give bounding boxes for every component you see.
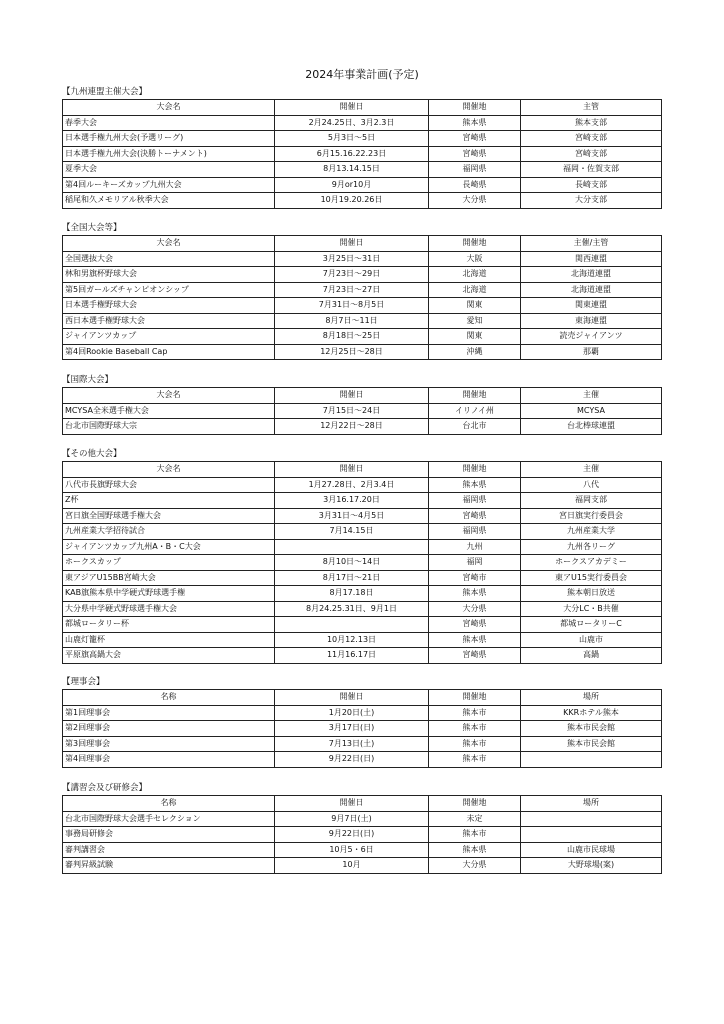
column-header: 開催地	[429, 100, 521, 116]
organizer-cell: 八代	[521, 477, 662, 493]
organizer-cell	[521, 811, 662, 827]
table-row	[63, 344, 662, 360]
table-row	[63, 162, 662, 178]
venue-cell: 大分県	[429, 601, 521, 617]
organizer-cell: 高鍋	[521, 648, 662, 664]
date-cell: 7月23日～27日	[275, 282, 429, 298]
event-name-cell: 稲尾和久メモリアル秋季大会	[63, 193, 275, 209]
table-row	[63, 508, 662, 524]
table-row	[63, 705, 662, 721]
column-header: 大会名	[63, 100, 275, 116]
event-name-cell: 審判講習会	[63, 842, 275, 858]
date-cell: 9月or10月	[275, 177, 429, 193]
date-cell: 9月7日(土)	[275, 811, 429, 827]
date-cell: 3月17日(日)	[275, 721, 429, 737]
table-row	[63, 493, 662, 509]
column-header: 場所	[521, 796, 662, 812]
date-cell: 7月31日～8月5日	[275, 298, 429, 314]
column-header: 開催地	[429, 236, 521, 252]
table-row	[63, 403, 662, 419]
event-name-cell: 林和男旗杯野球大会	[63, 267, 275, 283]
organizer-cell: 読売ジャイアンツ	[521, 329, 662, 345]
event-name-cell: 平原旗高鍋大会	[63, 648, 275, 664]
table-row	[63, 267, 662, 283]
organizer-cell: 都城ロータリーC	[521, 617, 662, 633]
date-cell: 5月3日～5日	[275, 131, 429, 147]
event-name-cell: ジャイアンツカップ	[63, 329, 275, 345]
event-name-cell: 東アジアU15BB宮崎大会	[63, 570, 275, 586]
organizer-cell: MCYSA	[521, 403, 662, 419]
table-row	[63, 419, 662, 435]
event-name-cell: 西日本選手権野球大会	[63, 313, 275, 329]
date-cell: 8月18日～25日	[275, 329, 429, 345]
organizer-cell: 東アU15実行委員会	[521, 570, 662, 586]
venue-cell: 福岡	[429, 555, 521, 571]
column-header: 開催日	[275, 796, 429, 812]
table-row	[63, 632, 662, 648]
table-header-row	[63, 690, 662, 706]
venue-cell: 熊本市	[429, 705, 521, 721]
event-name-cell: MCYSA全米選手権大会	[63, 403, 275, 419]
event-name-cell: 春季大会	[63, 115, 275, 131]
event-name-cell: 台北市国際野球大宗	[63, 419, 275, 435]
column-header: 大会名	[63, 236, 275, 252]
column-header: 主催/主管	[521, 236, 662, 252]
date-cell: 10月19.20.26日	[275, 193, 429, 209]
column-header: 開催日	[275, 462, 429, 478]
organizer-cell: 九州各リーグ	[521, 539, 662, 555]
venue-cell: 関東	[429, 329, 521, 345]
date-cell	[275, 539, 429, 555]
event-name-cell: 山鹿灯籠杯	[63, 632, 275, 648]
column-header: 開催地	[429, 690, 521, 706]
table-row	[63, 477, 662, 493]
venue-cell: 熊本市	[429, 721, 521, 737]
organizer-cell: 九州産業大学	[521, 524, 662, 540]
event-name-cell: 審判昇級試験	[63, 858, 275, 874]
event-name-cell: 都城ロータリー杯	[63, 617, 275, 633]
table-header-row	[63, 236, 662, 252]
column-header: 場所	[521, 690, 662, 706]
venue-cell: 熊本市	[429, 827, 521, 843]
venue-cell: 長崎県	[429, 177, 521, 193]
table-row	[63, 586, 662, 602]
event-name-cell: 第4回ルーキーズカップ九州大会	[63, 177, 275, 193]
table-row	[63, 736, 662, 752]
table-row	[63, 601, 662, 617]
date-cell: 7月14.15日	[275, 524, 429, 540]
venue-cell: 熊本県	[429, 477, 521, 493]
section-heading: 【全国大会等】	[62, 223, 122, 233]
organizer-cell: 山鹿市	[521, 632, 662, 648]
table-header-row	[63, 100, 662, 116]
event-name-cell: 八代市長旗野球大会	[63, 477, 275, 493]
schedule-table	[62, 795, 662, 874]
schedule-table	[62, 235, 662, 360]
date-cell: 12月25日～28日	[275, 344, 429, 360]
table-row	[63, 539, 662, 555]
organizer-cell: 熊本支部	[521, 115, 662, 131]
venue-cell: 大阪	[429, 251, 521, 267]
column-header: 開催日	[275, 236, 429, 252]
venue-cell: 宮崎県	[429, 648, 521, 664]
date-cell: 7月13日(土)	[275, 736, 429, 752]
venue-cell: 福岡県	[429, 493, 521, 509]
column-header: 開催地	[429, 462, 521, 478]
venue-cell: 北海道	[429, 267, 521, 283]
date-cell: 8月7日～11日	[275, 313, 429, 329]
section-board	[62, 676, 661, 768]
date-cell: 10月5・6日	[275, 842, 429, 858]
date-cell: 10月	[275, 858, 429, 874]
venue-cell: 宮崎県	[429, 146, 521, 162]
date-cell: 2月24.25日、3月2.3日	[275, 115, 429, 131]
organizer-cell: 東海連盟	[521, 313, 662, 329]
date-cell	[275, 617, 429, 633]
table-row	[63, 721, 662, 737]
date-cell: 8月13.14.15日	[275, 162, 429, 178]
column-header: 開催日	[275, 388, 429, 404]
event-name-cell: KAB旗熊本県中学硬式野球選手権	[63, 586, 275, 602]
venue-cell: 熊本県	[429, 632, 521, 648]
venue-cell: 熊本県	[429, 115, 521, 131]
organizer-cell: 大野球場(案)	[521, 858, 662, 874]
event-name-cell: 日本選手権野球大会	[63, 298, 275, 314]
date-cell: 1月27.28日、2月3.4日	[275, 477, 429, 493]
venue-cell: 熊本市	[429, 752, 521, 768]
event-name-cell: 第2回理事会	[63, 721, 275, 737]
date-cell: 10月12.13日	[275, 632, 429, 648]
table-row	[63, 131, 662, 147]
date-cell: 7月15日～24日	[275, 403, 429, 419]
schedule-table	[62, 461, 662, 664]
date-cell: 3月16.17.20日	[275, 493, 429, 509]
organizer-cell: 台北棒球連盟	[521, 419, 662, 435]
section-international	[62, 374, 661, 435]
date-cell: 11月16.17日	[275, 648, 429, 664]
date-cell: 3月31日～4月5日	[275, 508, 429, 524]
section-heading: 【講習会及び研修会】	[62, 783, 148, 793]
organizer-cell: 福岡支部	[521, 493, 662, 509]
venue-cell: 宮崎県	[429, 131, 521, 147]
venue-cell: 関東	[429, 298, 521, 314]
column-header: 名称	[63, 690, 275, 706]
table-row	[63, 648, 662, 664]
event-name-cell: 第4回理事会	[63, 752, 275, 768]
event-name-cell: 第3回理事会	[63, 736, 275, 752]
venue-cell: 台北市	[429, 419, 521, 435]
venue-cell: 九州	[429, 539, 521, 555]
section-heading: 【九州連盟主催大会】	[62, 87, 148, 97]
organizer-cell: 宮崎支部	[521, 146, 662, 162]
venue-cell: 宮崎県	[429, 508, 521, 524]
organizer-cell: 大分支部	[521, 193, 662, 209]
organizer-cell: 熊本市民会館	[521, 721, 662, 737]
organizer-cell	[521, 827, 662, 843]
date-cell: 7月23日～29日	[275, 267, 429, 283]
section-heading: 【その他大会】	[62, 449, 122, 459]
venue-cell: 熊本県	[429, 586, 521, 602]
organizer-cell: 大分LC・B共催	[521, 601, 662, 617]
column-header: 開催日	[275, 690, 429, 706]
event-name-cell: 日本選手権九州大会(決勝トーナメント)	[63, 146, 275, 162]
organizer-cell: 関西連盟	[521, 251, 662, 267]
organizer-cell: 宮崎支部	[521, 131, 662, 147]
event-name-cell: 九州産業大学招待試合	[63, 524, 275, 540]
event-name-cell: 事務局研修会	[63, 827, 275, 843]
organizer-cell: 福岡・佐賀支部	[521, 162, 662, 178]
column-header: 大会名	[63, 388, 275, 404]
venue-cell: 熊本市	[429, 736, 521, 752]
table-row	[63, 251, 662, 267]
column-header: 開催日	[275, 100, 429, 116]
date-cell: 9月22日(日)	[275, 827, 429, 843]
date-cell: 12月22日～28日	[275, 419, 429, 435]
table-row	[63, 555, 662, 571]
column-header: 名称	[63, 796, 275, 812]
event-name-cell: 第1回理事会	[63, 705, 275, 721]
date-cell: 8月17.18日	[275, 586, 429, 602]
table-row	[63, 313, 662, 329]
section-heading: 【理事会】	[62, 677, 105, 687]
table-row	[63, 842, 662, 858]
organizer-cell: 北海道連盟	[521, 282, 662, 298]
organizer-cell: 長崎支部	[521, 177, 662, 193]
organizer-cell: 熊本市民会館	[521, 736, 662, 752]
venue-cell: 宮崎市	[429, 570, 521, 586]
column-header: 開催地	[429, 796, 521, 812]
table-row	[63, 524, 662, 540]
venue-cell: 愛知	[429, 313, 521, 329]
column-header: 主管	[521, 100, 662, 116]
section-training	[62, 782, 661, 874]
table-row	[63, 115, 662, 131]
venue-cell: 沖縄	[429, 344, 521, 360]
date-cell: 8月10日～14日	[275, 555, 429, 571]
table-row	[63, 329, 662, 345]
date-cell: 3月25日～31日	[275, 251, 429, 267]
table-row	[63, 177, 662, 193]
date-cell: 6月15.16.22.23日	[275, 146, 429, 162]
section-kyushu-league	[62, 86, 661, 209]
venue-cell: 熊本県	[429, 842, 521, 858]
table-header-row	[63, 462, 662, 478]
section-heading: 【国際大会】	[62, 375, 114, 385]
table-header-row	[63, 388, 662, 404]
table-row	[63, 858, 662, 874]
venue-cell: 福岡県	[429, 524, 521, 540]
column-header: 主催	[521, 388, 662, 404]
table-row	[63, 617, 662, 633]
page-title: 2024年事業計画(予定)	[305, 68, 419, 81]
date-cell: 1月20日(土)	[275, 705, 429, 721]
column-header: 大会名	[63, 462, 275, 478]
venue-cell: 未定	[429, 811, 521, 827]
venue-cell: イリノイ州	[429, 403, 521, 419]
column-header: 開催地	[429, 388, 521, 404]
column-header: 主催	[521, 462, 662, 478]
venue-cell: 福岡県	[429, 162, 521, 178]
venue-cell: 宮崎県	[429, 617, 521, 633]
event-name-cell: ホークスカップ	[63, 555, 275, 571]
organizer-cell: KKRホテル熊本	[521, 705, 662, 721]
table-row	[63, 570, 662, 586]
table-row	[63, 193, 662, 209]
schedule-table	[62, 99, 662, 209]
organizer-cell: 関東連盟	[521, 298, 662, 314]
table-header-row	[63, 796, 662, 812]
organizer-cell: 宮日旗実行委員会	[521, 508, 662, 524]
organizer-cell: 那覇	[521, 344, 662, 360]
event-name-cell: Z杯	[63, 493, 275, 509]
venue-cell: 北海道	[429, 282, 521, 298]
date-cell: 8月17日～21日	[275, 570, 429, 586]
table-row	[63, 811, 662, 827]
table-row	[63, 282, 662, 298]
organizer-cell: 山鹿市民球場	[521, 842, 662, 858]
event-name-cell: ジャイアンツカップ九州A・B・C大会	[63, 539, 275, 555]
event-name-cell: 日本選手権九州大会(予選リーグ)	[63, 131, 275, 147]
date-cell: 8月24.25.31日、9月1日	[275, 601, 429, 617]
table-row	[63, 752, 662, 768]
table-row	[63, 146, 662, 162]
organizer-cell: ホークスアカデミー	[521, 555, 662, 571]
organizer-cell: 北海道連盟	[521, 267, 662, 283]
section-national	[62, 222, 661, 360]
venue-cell: 大分県	[429, 858, 521, 874]
table-row	[63, 827, 662, 843]
event-name-cell: 夏季大会	[63, 162, 275, 178]
event-name-cell: 第5回ガールズチャンピオンシップ	[63, 282, 275, 298]
event-name-cell: 大分県中学硬式野球選手権大会	[63, 601, 275, 617]
section-other	[62, 448, 661, 664]
event-name-cell: 全国選抜大会	[63, 251, 275, 267]
table-row	[63, 298, 662, 314]
event-name-cell: 第4回Rookie Baseball Cap	[63, 344, 275, 360]
event-name-cell: 台北市国際野球大会選手セレクション	[63, 811, 275, 827]
event-name-cell: 宮日旗全国野球選手権大会	[63, 508, 275, 524]
schedule-table	[62, 387, 662, 435]
organizer-cell	[521, 752, 662, 768]
venue-cell: 大分県	[429, 193, 521, 209]
organizer-cell: 熊本朝日放送	[521, 586, 662, 602]
schedule-table	[62, 689, 662, 768]
date-cell: 9月22日(日)	[275, 752, 429, 768]
